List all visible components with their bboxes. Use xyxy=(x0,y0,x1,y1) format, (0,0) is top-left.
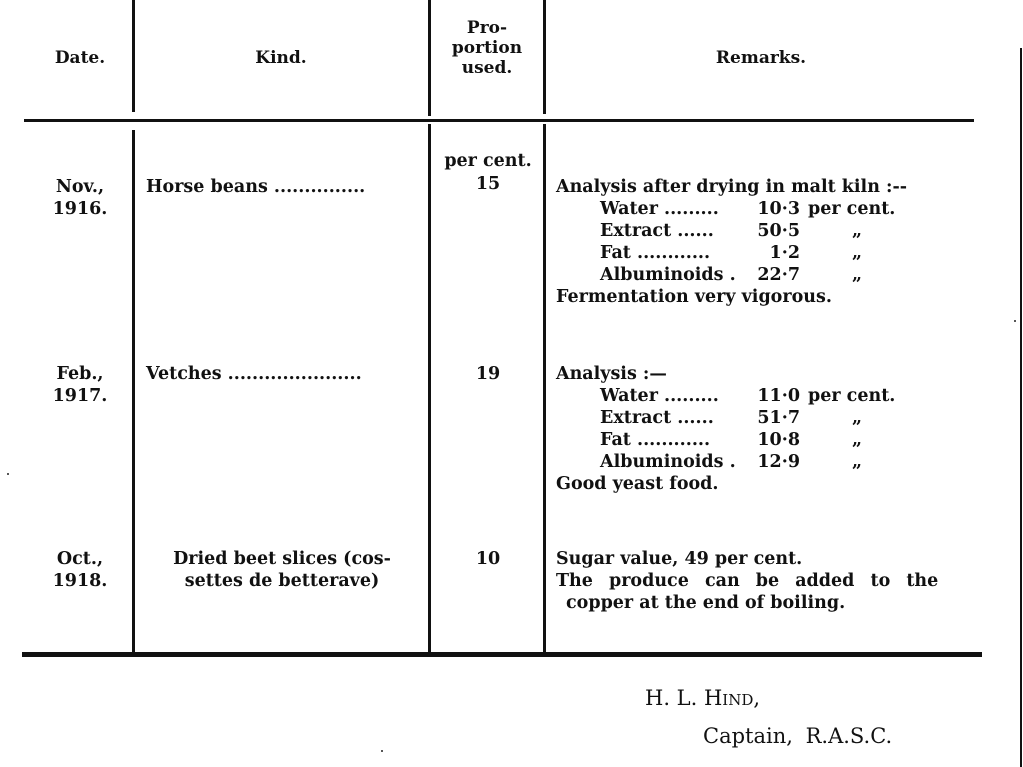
header-proportion-line3: used. xyxy=(461,58,513,78)
analysis-row xyxy=(556,385,895,407)
analysis-unit-ditto: „ xyxy=(852,265,863,285)
column-divider-kind-proportion-body xyxy=(428,124,431,652)
row-1-remarks-note: Fermentation very vigorous. xyxy=(556,287,832,307)
analysis-row xyxy=(556,220,907,242)
analysis-row xyxy=(556,242,907,264)
analysis-unit: per cent. xyxy=(808,199,896,219)
row-3-remarks-note-1: Sugar value, 49 per cent. xyxy=(556,549,803,569)
analysis-row xyxy=(556,198,907,220)
analysis-unit-ditto: „ xyxy=(852,408,863,428)
analysis-value: 1·2 xyxy=(769,243,800,263)
signature-name xyxy=(645,686,760,710)
signature-initials: H. L. xyxy=(645,686,704,710)
analysis-label: Water ......... xyxy=(600,386,719,406)
row-1-proportion: 15 xyxy=(475,174,501,194)
column-divider-date-kind-body xyxy=(132,130,135,652)
analysis-value: 10·3 xyxy=(757,199,800,219)
row-3-kind-line-2: settes de betterave) xyxy=(184,571,380,591)
row-2-kind-line: Vetches ...................... xyxy=(146,364,362,384)
analysis-unit-ditto: „ xyxy=(852,430,863,450)
analysis-unit-ditto: „ xyxy=(852,452,863,472)
header-proportion xyxy=(431,18,543,78)
scan-speck xyxy=(7,473,9,475)
analysis-unit: per cent. xyxy=(808,386,896,406)
analysis-label: Extract ...... xyxy=(600,408,714,428)
scan-speck xyxy=(381,750,383,752)
row-3-date-year: 1918. xyxy=(52,571,108,591)
signature-surname: Hind xyxy=(703,686,754,710)
row-2-date-year: 1917. xyxy=(52,386,108,406)
row-1-date xyxy=(30,176,130,220)
analysis-unit-ditto: „ xyxy=(852,243,863,263)
row-1-date-year: 1916. xyxy=(52,199,108,219)
row-3-date xyxy=(30,548,130,592)
row-3-remarks xyxy=(556,548,938,614)
analysis-label: Water ......... xyxy=(600,199,719,219)
proportion-unit-label: per cent. xyxy=(444,151,532,171)
row-1-date-month: Nov., xyxy=(55,177,105,197)
header-proportion-line1: Pro- xyxy=(466,18,508,38)
row-3-remarks-note-3: copper at the end of boiling. xyxy=(566,593,846,613)
signature-title: Captain, R.A.S.C. xyxy=(703,724,893,748)
signature-comma: , xyxy=(753,686,761,710)
header-kind: Kind. xyxy=(255,48,307,68)
row-3-remarks-note-2: The produce can be added to the xyxy=(556,571,939,591)
analysis-label: Albuminoids . xyxy=(600,452,736,472)
analysis-value: 50·5 xyxy=(757,221,800,241)
scan-speck xyxy=(1014,320,1016,322)
analysis-value: 12·9 xyxy=(757,452,800,472)
row-3-kind xyxy=(136,548,428,592)
analysis-label: Albuminoids . xyxy=(600,265,736,285)
header-proportion-line2: portion xyxy=(451,38,523,58)
analysis-label: Fat ............ xyxy=(600,430,711,450)
header-rule xyxy=(24,119,974,122)
row-1-kind-line: Horse beans ............... xyxy=(146,177,366,197)
analysis-value: 10·8 xyxy=(757,430,800,450)
row-2-date xyxy=(30,363,130,407)
row-3-date-month: Oct., xyxy=(56,549,104,569)
table-bottom-rule xyxy=(22,652,982,657)
analysis-value: 51·7 xyxy=(757,408,800,428)
analysis-label: Fat ............ xyxy=(600,243,711,263)
analysis-row xyxy=(556,429,895,451)
analysis-unit-ditto: „ xyxy=(852,221,863,241)
analysis-label: Extract ...... xyxy=(600,221,714,241)
analysis-row xyxy=(556,264,907,286)
row-2-remarks-note: Good yeast food. xyxy=(556,474,719,494)
row-1-remarks xyxy=(556,176,907,308)
row-2-date-month: Feb., xyxy=(56,364,104,384)
analysis-value: 22·7 xyxy=(757,265,800,285)
row-2-remarks xyxy=(556,363,895,495)
analysis-row xyxy=(556,407,895,429)
header-date: Date. xyxy=(54,48,106,68)
row-2-proportion: 19 xyxy=(475,364,501,384)
row-1-kind xyxy=(146,176,365,198)
column-divider-proportion-remarks-body xyxy=(543,124,546,652)
analysis-row xyxy=(556,451,895,473)
row-1-remarks-intro: Analysis after drying in malt kiln :-- xyxy=(556,177,907,197)
row-3-proportion: 10 xyxy=(475,549,501,569)
row-3-kind-line-1: Dried beet slices (cos- xyxy=(173,549,391,569)
row-2-remarks-intro: Analysis :— xyxy=(556,364,667,384)
page-edge-line xyxy=(1020,48,1022,767)
analysis-value: 11·0 xyxy=(757,386,800,406)
header-remarks: Remarks. xyxy=(715,48,807,68)
row-2-kind xyxy=(146,363,362,385)
